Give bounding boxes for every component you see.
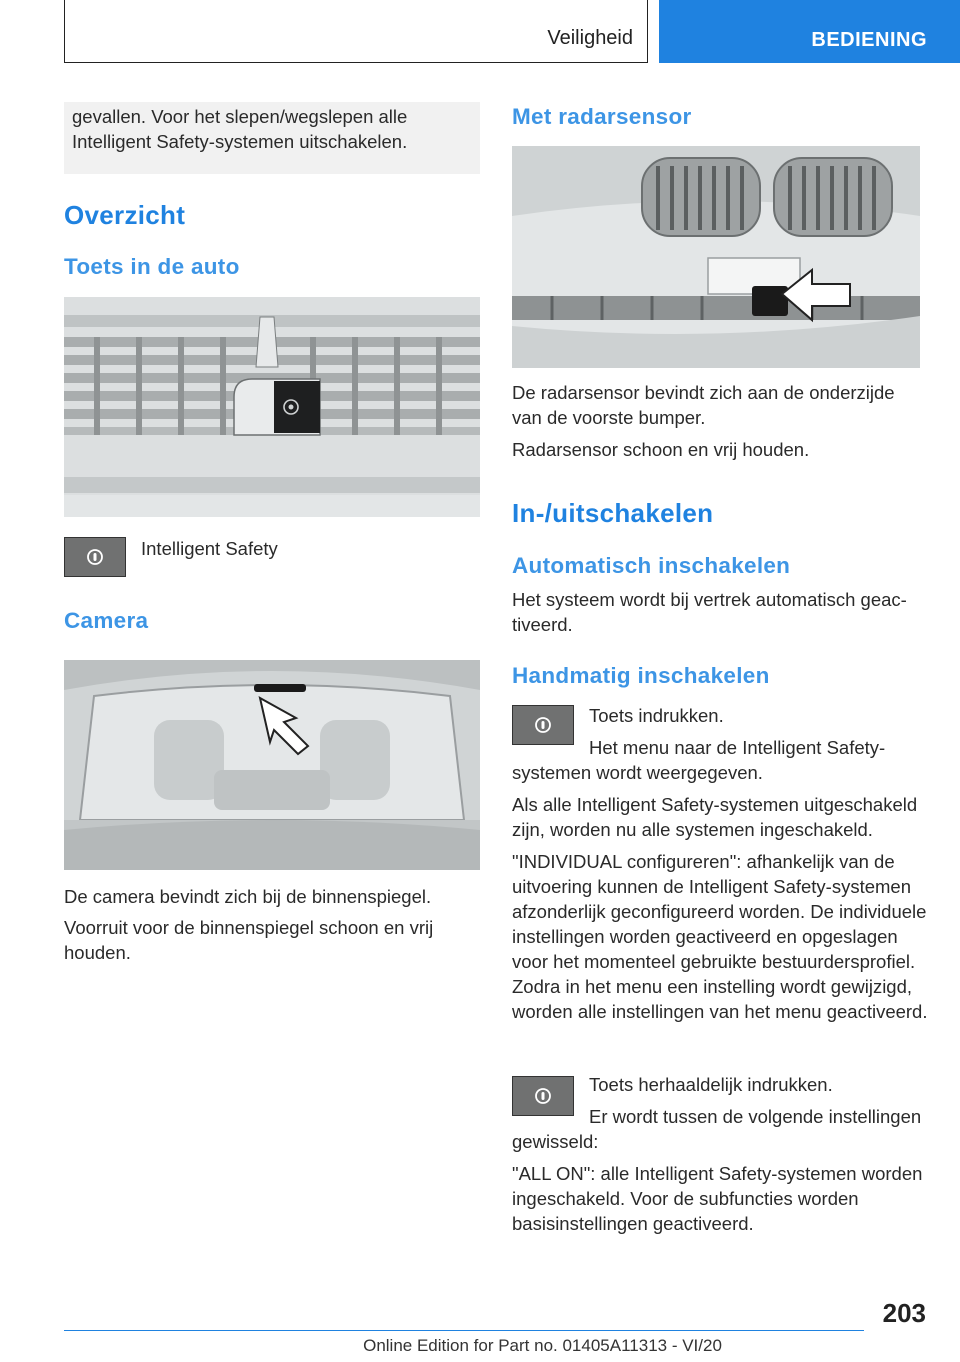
heading-camera: Camera	[64, 608, 149, 633]
note-text: gevallen. Voor het slepen/wegslepen alle Intelligent Safety-systemen uitschakelen.	[72, 106, 408, 152]
photo-radar-sensor	[512, 146, 920, 368]
footer-edition: Online Edition for Part no. 01405A11313 - VI/20	[363, 1336, 722, 1355]
photo-button-in-car-illustration	[64, 297, 480, 517]
heading-met-radarsensor: Met radarsensor	[512, 104, 692, 129]
photo-camera	[64, 660, 480, 870]
photo-button-in-car	[64, 297, 480, 517]
radar-paragraph-1: De radarsensor bevindt zich aan de onderzijde van de voorste bumper.	[512, 382, 895, 428]
manual-step-2-result: Er wordt tussen de volgende instellingen gewisseld:	[512, 1106, 922, 1152]
heading-toets-in-de-auto: Toets in de auto	[64, 254, 240, 279]
heading-handmatig-inschakelen: Handmatig inschakelen	[512, 663, 770, 688]
manual-paragraph-2: Als alle Intelligent Safety-systemen uitgeschakeld zijn, worden nu alle systemen ingeschakeld.	[512, 794, 918, 840]
heading-overzicht: Overzicht	[64, 200, 186, 230]
header-chapter-tab	[659, 0, 960, 63]
header-section-title: Veiligheid	[547, 27, 633, 49]
intelligent-safety-button-icon	[64, 537, 126, 577]
manual-step-1: Toets indrukken.	[589, 705, 724, 726]
camera-paragraph-1: De camera bevindt zich bij de binnenspiegel.	[64, 886, 432, 907]
header-chapter-title: BEDIENING	[811, 29, 927, 51]
manual-paragraph-3: "INDIVIDUAL configureren": afhankelijk van de uitvoering kunnen de Intelligent Safety-systemen afzonderlijk geconfigureerd worden. De individuele instellingen worden geactiveerd en opgeslagen voor het momenteel gebruikte bestuurdersprofiel. Zodra in het menu een instelling wordt gewijzigd, worden alle instellingen van het menu geactiveerd.	[512, 851, 928, 1022]
button-caption: Intelligent Safety	[141, 538, 278, 559]
photo-camera-illustration	[64, 660, 480, 870]
page-number: 203	[882, 1298, 926, 1328]
radar-paragraph-2: Radarsensor schoon en vrij houden.	[512, 439, 810, 460]
manual-step-1-result: Het menu naar de Intelligent Safety-systemen wordt weergegeven.	[512, 737, 886, 783]
note-box	[64, 102, 480, 174]
header-section-box	[64, 0, 648, 63]
photo-radar-sensor-illustration	[512, 146, 920, 368]
heading-in-uitschakelen: In-/uitschakelen	[512, 498, 714, 528]
camera-paragraph-2: Voorruit voor de binnenspiegel schoon en vrij houden.	[64, 917, 434, 963]
manual-step-2: Toets herhaaldelijk indrukken.	[589, 1074, 833, 1095]
heading-automatisch-inschakelen: Automatisch inschakelen	[512, 553, 791, 578]
manual-paragraph-4: "ALL ON": alle Intelligent Safety-systemen worden ingeschakeld. Voor de subfuncties worden basisinstellingen geactiveerd.	[512, 1163, 923, 1234]
automatic-paragraph: Het systeem wordt bij vertrek automatisch geactiveerd.	[512, 589, 907, 635]
footer-rule	[64, 1330, 864, 1331]
